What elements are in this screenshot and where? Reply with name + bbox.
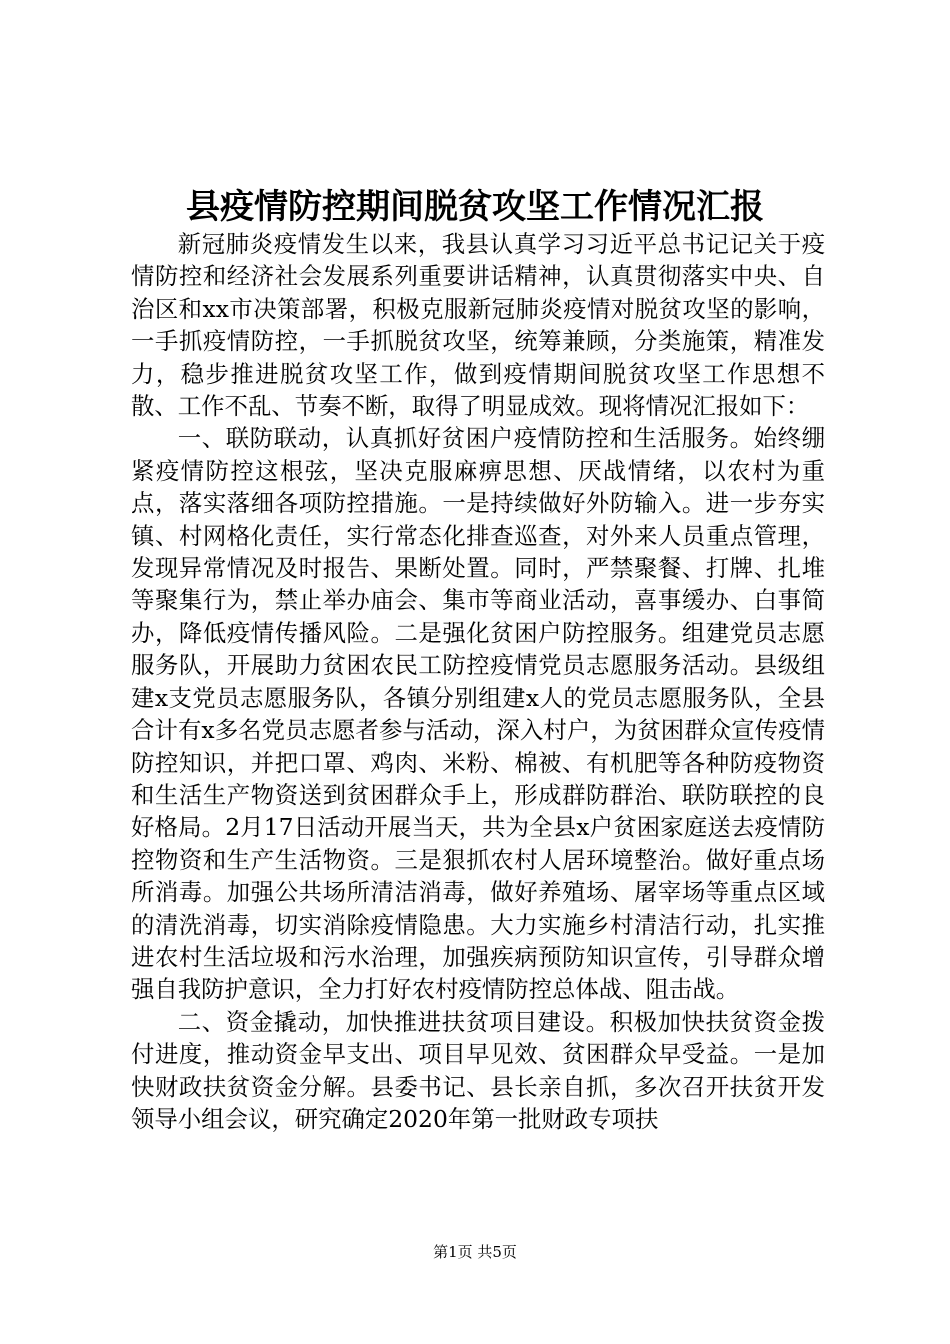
document-body — [131, 228, 825, 1135]
document-title: 县疫情防控期间脱贫攻坚工作情况汇报 — [186, 187, 764, 227]
paragraph-section-2: 二、资金撬动，加快推进扶贫项目建设。积极加快扶贫资金拨付进度，推动资金早支出、项目早见效、贫困群众早受益。一是加快财政扶贫资金分解。县委书记、县长亲自抓，多次召开扶贫开发领导小组会议，研究确定2020年第一批财政专项扶 — [131, 1007, 825, 1133]
paragraph-section-1: 一、联防联动，认真抓好贫困户疫情防控和生活服务。始终绷紧疫情防控这根弦，坚决克服麻痹思想、厌战情绪，以农村为重点，落实落细各项防控措施。一是持续做好外防输入。进一步夯实镇、村网格化责任，实行常态化排查巡查，对外来人员重点管理，发现异常情况及时报告、果断处置。同时，严禁聚餐、打牌、扎堆等聚集行为，禁止举办庙会、集市等商业活动，喜事缓办、白事简办，降低疫情传播风险。二是强化贫困户防控服务。组建党员志愿服务队，开展助力贫困农民工防控疫情党员志愿服务活动。县级组建x支党员志愿服务队，各镇分别组建x人的党员志愿服务队，全县合计有x多名党员志愿者参与活动，深入村户，为贫困群众宣传疫情防控知识，并把口罩、鸡肉、米粉、棉被、有机肥等各种防疫物资和生活生产物资送到贫困群众手上，形成群防群治、联防联控的良好格局。2月17日活动开展当天，共为全县x户贫困家庭送去疫情防控物资和生产生活物资。三是狠抓农村人居环境整治。做好重点场所消毒。加强公共场所清洁消毒，做好养殖场、屠宰场等重点区域的清洗消毒，切实消除疫情隐患。大力实施乡村清洁行动，扎实推进农村生活垃圾和污水治理，加强疾病预防知识宣传，引导群众增强自我防护意识，全力打好农村疫情防控总体战、阻击战。 — [131, 424, 825, 1004]
paragraph-intro: 新冠肺炎疫情发生以来，我县认真学习习近平总书记记关于疫情防控和经济社会发展系列重要讲话精神，认真贯彻落实中央、自治区和xx市决策部署，积极克服新冠肺炎疫情对脱贫攻坚的影响，一手抓疫情防控，一手抓脱贫攻坚，统筹兼顾，分类施策，精准发力，稳步推进脱贫攻坚工作，做到疫情期间脱贫攻坚工作思想不散、工作不乱、节奏不断，取得了明显成效。现将情况汇报如下： — [131, 230, 825, 421]
page-footer: 第1页 共5页 — [433, 1243, 517, 1261]
